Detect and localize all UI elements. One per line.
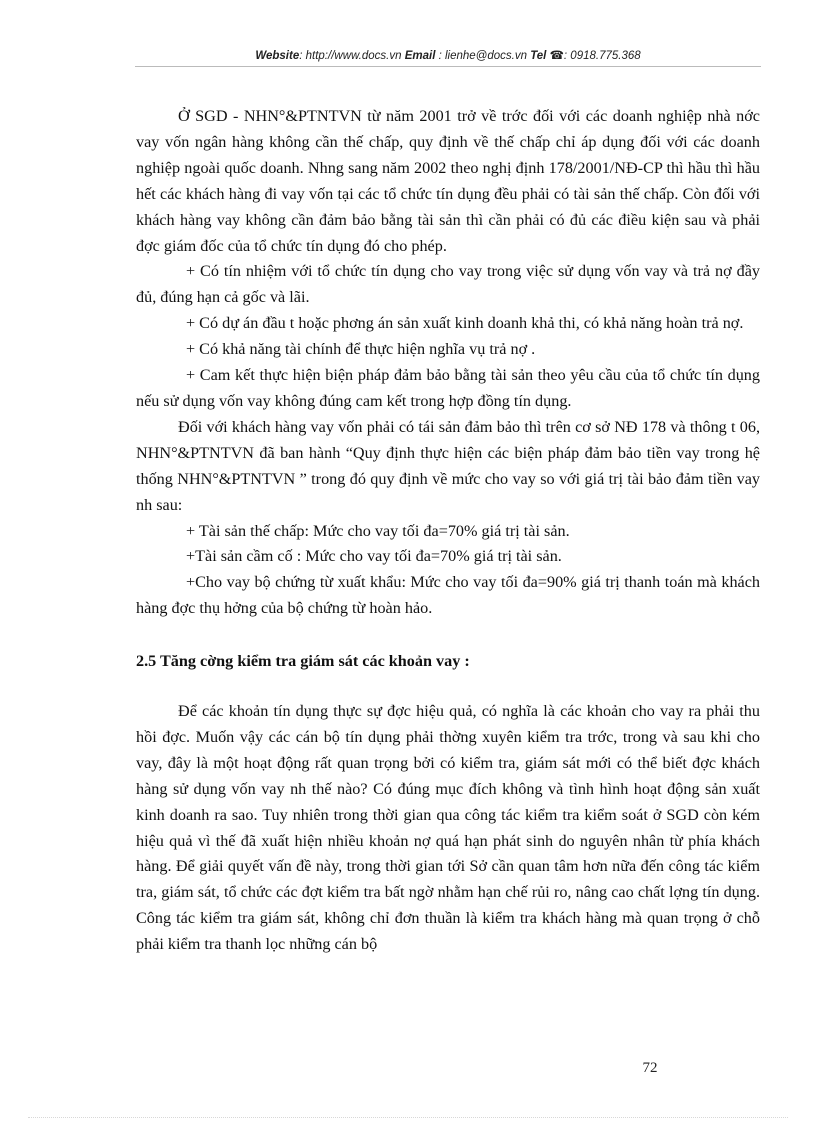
section-heading: 2.5 Tăng cờng kiểm tra giám sát các khoản vay :: [136, 652, 470, 671]
condition-item-1: + Có tín nhiệm với tổ chức tín dụng cho vay trong việc sử dụng vốn vay và trả nợ đầy đủ, đúng hạn cả gốc và lãi.: [136, 262, 760, 307]
document-body: [136, 104, 760, 958]
footer-divider: [28, 1117, 788, 1118]
tel-value: : 0918.775.368: [563, 50, 641, 62]
spacer: [136, 622, 760, 649]
condition-item-3: + Có khả năng tài chính để thực hiện nghĩa vụ trả nợ .: [186, 340, 536, 359]
condition-item-2: + Có dự án đầu t hoặc phơng án sản xuất kinh doanh khả thi, có khả năng hoàn trả nợ.: [186, 314, 744, 333]
condition-item-4: + Cam kết thực hiện biện pháp đảm bảo bằng tài sản theo yêu cầu của tổ chức tín dụng nếu sử dụng vốn vay không đúng cam kết trong hợp đồng tín dụng.: [136, 366, 760, 410]
website-value: : http://www.docs.vn: [299, 50, 402, 62]
intro-paragraph: Ở SGD - NHN°&PTNTVN từ năm 2001 trở về trớc đối với các doanh nghiệp nhà nớc vay vốn ngân hàng không cần thế chấp, quy định về thế chấp chỉ áp dụng đối với các doanh nghiệp ngoài quốc doanh. Nhng sang năm 2002 theo nghị định 178/2001/NĐ-CP thì hầu thì hầu hết các khách hàng đi vay vốn tại các tổ chức tín dụng đều phải có tài sản thế chấp. Còn đối với khách hàng vay không cần đảm bảo bằng tài sản thì cần phải có đủ các điều kiện sau và phải đợc giám đốc của tổ chức tín dụng đó cho phép.: [136, 107, 760, 255]
loan-ratio-item-3: +Cho vay bộ chứng từ xuất khẩu: Mức cho vay tối đa=90% giá trị thanh toán mà khách hàng đợc thụ hởng của bộ chứng từ hoàn hảo.: [136, 573, 760, 618]
tel-label: Tel ☎: [530, 50, 564, 62]
header-divider: [135, 66, 761, 67]
page-number: 72: [642, 1060, 658, 1076]
page-header: [135, 48, 761, 62]
website-label: Website: [255, 50, 300, 62]
section-paragraph: Để các khoản tín dụng thực sự đợc hiệu quả, có nghĩa là các khoản cho vay ra phải thu hồi đợc. Muốn vậy các cán bộ tín dụng phải thờng xuyên kiểm tra trớc, trong và sau khi cho vay, đây là một hoạt động rất quan trọng bởi có kiểm tra, giám sát mới có thể biết đợc khách hàng sử dụng vốn vay nh thế nào? Có đúng mục đích không và tình hình hoạt động sản xuất kinh doanh ra sao. Tuy nhiên trong thời gian qua công tác kiểm tra kiểm soát ở SGD còn kém hiệu quả vì thế đã xuất hiện nhiều khoản nợ quá hạn phát sinh do nguyên nhân từ phía khách hàng. Để giải quyết vấn đề này, trong thời gian tới Sở cần quan tâm hơn nữa đến công tác kiểm tra, giám sát, tổ chức các đợt kiểm tra bất ngờ nhằm hạn chế rủi ro, nâng cao chất lợng tín dụng. Công tác kiểm tra giám sát, không chỉ đơn thuần là kiểm tra khách hàng mà quan trọng ở chỗ phải kiểm tra thanh lọc những cán bộ: [136, 702, 760, 954]
spacer: [136, 675, 760, 699]
email-value: : lienhe@docs.vn: [438, 50, 527, 62]
collateral-paragraph: Đối với khách hàng vay vốn phải có tái sản đảm bảo thì trên cơ sở NĐ 178 và thông t 06, NHN°&PTNTVN đã ban hành “Quy định thực hiện các biện pháp đảm bảo tiền vay trong hệ thống NHN°&PTNTVN ” trong đó quy định về mức cho vay so với giá trị tài bảo đảm tiền vay nh sau:: [136, 417, 760, 514]
email-label: Email: [404, 50, 436, 62]
loan-ratio-item-2: +Tài sản cầm cố : Mức cho vay tối đa=70% giá trị tài sản.: [186, 547, 562, 566]
loan-ratio-item-1: + Tài sản thế chấp: Mức cho vay tối đa=70% giá trị tài sản.: [186, 521, 570, 540]
